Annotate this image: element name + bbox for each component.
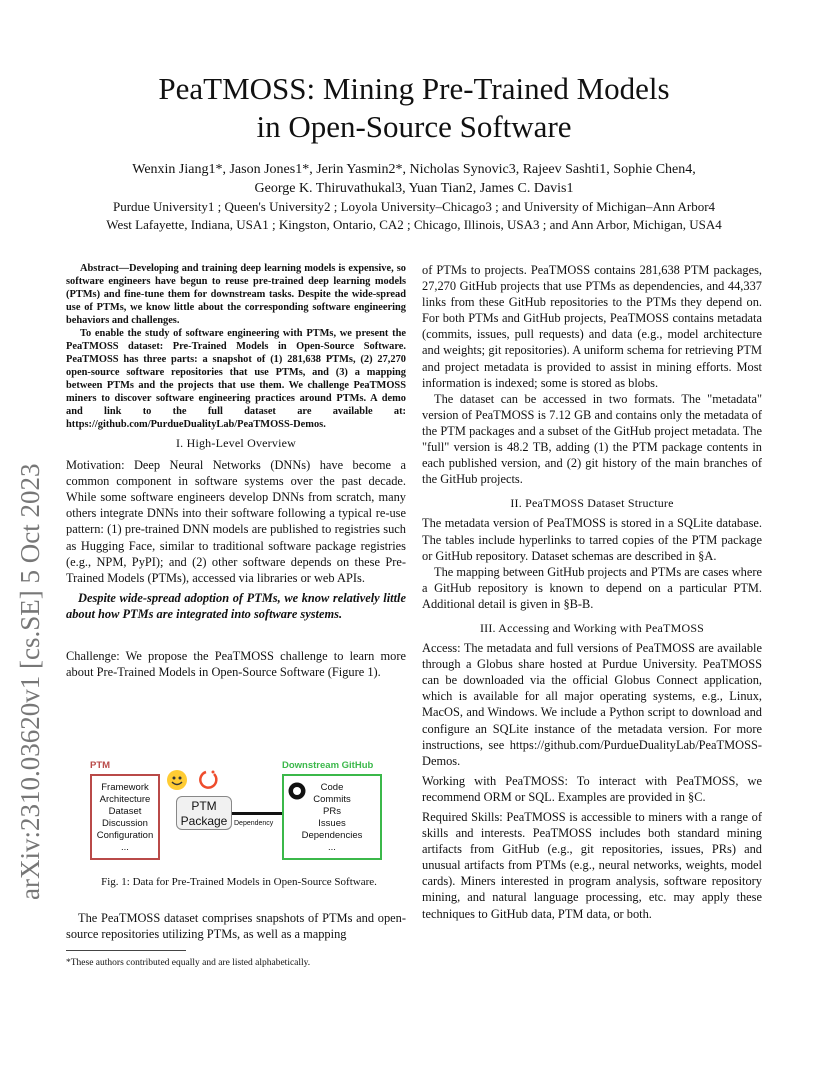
dependency-label: Dependency — [234, 820, 274, 827]
ptm-item: Configuration — [96, 830, 154, 841]
right-paragraph-4: The mapping between GitHub projects and PTMs are cases where a GitHub repository is known to depend on a particular PTM. Additional detail is given in §B-B. — [422, 564, 762, 611]
right-paragraph-3: The metadata version of PeaTMOSS is stored in a SQLite database. The tables include hyperlinks to tarred copies of the PTM package or GitHub repository. Dataset schemas are described in §A. — [422, 516, 762, 563]
paper-title: PeaTMOSS: Mining Pre-Trained Models in Open-Source Software — [158, 71, 670, 144]
ptm-item: ... — [121, 842, 129, 853]
abstract — [66, 262, 406, 431]
right-paragraph-1: of PTMs to projects. PeaTMOSS contains 281,638 PTM packages, 27,270 GitHub projects that use PTMs as dependencies, and 44,337 links from these GitHub repositories to the PTMs they depend on. For both PTMs and GitHub projects, PeaTMOSS contains metadata (commits, issues, pull requests) and data (e.g., model architecture and weights; git repositories). A uniform schema for retrieving PTM and project metadata is provided to assist in mining efforts. Most information is indexed; some is stored as blobs. — [422, 263, 762, 390]
github-item: Commits — [313, 794, 351, 805]
ptm-box — [90, 774, 160, 860]
dependency-line — [232, 812, 284, 815]
ptm-package-line-2: Package — [180, 814, 228, 828]
ptm-item: Dataset — [108, 806, 142, 817]
access-paragraph: Access: The metadata and full versions of PeaTMOSS are available through a Globus share hosted at Purdue University. PeaTMOSS can be downloaded via the official Globus Connect application, which is available for all major operating systems, e.g., Linux, MacOS, and Windows. We include a Python script to download and configure an SQLite instance of the metadata version. For more instructions, see https://github.com/PurdueDualityLab/PeaTMOSS-Demos. — [422, 641, 762, 768]
github-box — [282, 774, 382, 860]
footnote: *These authors contributed equally and are listed alphabetically. — [66, 958, 311, 968]
affiliations — [20, 198, 808, 234]
section-heading-3: III. Accessing and Working with PeaTMOSS — [479, 620, 705, 635]
affiliations-line-2: West Lafayette, Indiana, USA1 ; Kingston, Ontario, CA2 ; Chicago, Illinois, USA3 ; and Ann Arbor, Michigan, USA4 — [106, 217, 722, 232]
ptm-item: Discussion — [102, 818, 148, 829]
github-icon — [288, 782, 306, 800]
github-item: Issues — [318, 818, 346, 829]
figure-caption: Fig. 1: Data for Pre-Trained Models in Open-Source Software. — [101, 876, 377, 888]
affiliations-line-1: Purdue University1 ; Queen's University2 ; Loyola University–Chicago3 ; and University of Michigan–Ann Arbor4 — [112, 199, 716, 214]
github-item: ... — [328, 842, 336, 853]
github-item: Dependencies — [301, 830, 363, 841]
right-column — [422, 262, 762, 922]
github-item: PRs — [323, 806, 341, 817]
right-paragraph-2: The dataset can be accessed in two formats. The "metadata" version of PeaTMOSS is 7.12 GB and contains only the metadata of the PTM packages and a subset of the GitHub project metadata. The "full" version is 48.2 TB, adding (1) the PTM package contents in each published version, and (2) git history of the main branches of the GitHub projects. — [422, 391, 762, 487]
abstract-paragraph-2: To enable the study of software engineering with PTMs, we present the PeaTMOSS dataset: Pre-Trained Models in Open-Source Software. PeaTMOSS has three parts: a snapshot of (1) 281,638 PTMs, (2) 27,270 open-source software repositories that use PTMs, and (3) a mapping between PTMs and the projects that use them. We challenge PeaTMOSS miners to discover software engineering practices around PTMs. A demo and link to the full dataset are available at: https://github.com/PurdueDualityLab/PeaTMOSS-Demos. — [66, 328, 406, 430]
section-heading-2: II. PeaTMOSS Dataset Structure — [510, 496, 674, 511]
working-paragraph: Working with PeaTMOSS: To interact with PeaTMOSS, we recommend ORM or SQL. Examples are provided in §C. — [422, 773, 762, 804]
hugging-face-icon — [166, 768, 226, 794]
authors-line-2: George K. Thiruvathukal3, Yuan Tian2, James C. Davis1 — [254, 181, 574, 196]
despite-paragraph: Despite wide-spread adoption of PTMs, we know relatively little about how PTMs are integrated into software systems. — [66, 590, 406, 621]
left-column — [66, 262, 406, 680]
author-list — [40, 160, 788, 198]
ptm-package-line-1: PTM — [191, 799, 217, 813]
ptm-item: Framework — [101, 782, 149, 793]
left-bottom-paragraph: The PeaTMOSS dataset comprises snapshots of PTMs and open-source repositories utilizing PTMs, as well as a mapping — [66, 911, 406, 942]
footnote-rule — [66, 950, 186, 951]
skills-paragraph: Required Skills: PeaTMOSS is accessible to miners with a range of skills and interests. PeaTMOSS includes both standard mining artifacts from GitHub (e.g., git repositories, issues, PRs) and unusual artifacts from PTMs (e.g., neural networks, weights, model cards). Miners interested in program analysis, software repository mining, and natural language processing, etc. may apply these techniques to GitHub data, PTM data, or both. — [422, 810, 762, 921]
abstract-paragraph-1: Abstract—Developing and training deep learning models is expensive, so software engineers have begun to reuse pre-trained deep learning models (PTMs) and fine-tune them for downstream tasks. Despite the wide-spread use of PTMs, we know little about the corresponding software engineering behaviors and challenges. — [66, 263, 406, 326]
github-item: Code — [320, 782, 344, 793]
ptm-item: Architecture — [99, 794, 151, 805]
downstream-github-label: Downstream GitHub — [282, 760, 374, 771]
ptm-package-box — [176, 796, 232, 830]
challenge-paragraph: Challenge: We propose the PeaTMOSS challenge to learn more about Pre-Trained Models in Open-Source Software (Figure 1). — [66, 649, 406, 680]
figure-1 — [86, 760, 386, 868]
ptm-label: PTM — [90, 760, 111, 771]
section-heading-1: I. High-Level Overview — [175, 436, 297, 450]
arxiv-stamp: arXiv:2310.03620v1 [cs.SE] 5 Oct 2023 — [15, 463, 45, 900]
motivation-paragraph: Motivation: Deep Neural Networks (DNNs) have become a common component in software systems over the past decade. While some software engineers develop DNNs from scratch, many others integrate DNNs into their software following a typical re-use pattern: (1) pre-trained DNN models are published to registries such as Hugging Face, similar to traditional software package registries (e.g., NPM, PyPI); and (2) other software depends on these Pre-Trained Models (PTMs), accessed via libraries or web APIs. — [66, 458, 406, 585]
authors-line-1: Wenxin Jiang1*, Jason Jones1*, Jerin Yasmin2*, Nicholas Synovic3, Rajeev Sashti1, Sophie Chen4, — [132, 162, 696, 177]
